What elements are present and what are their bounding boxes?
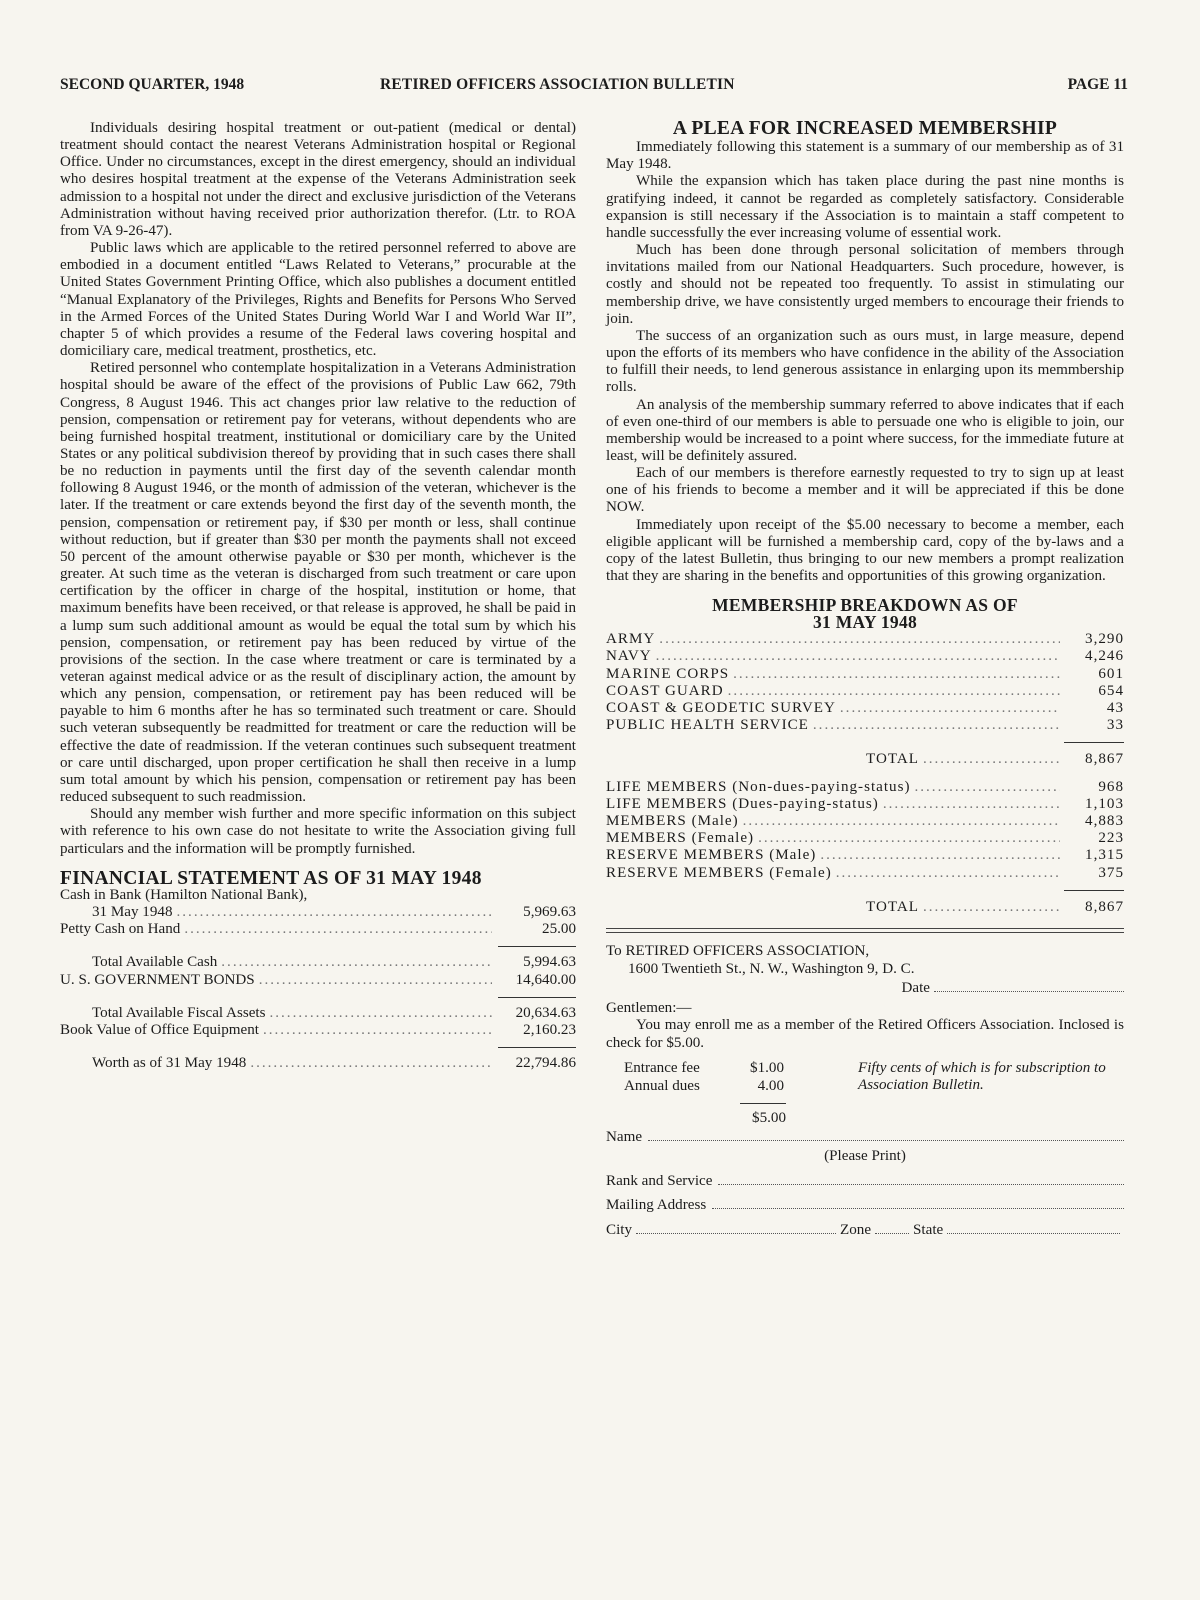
financial-statement xyxy=(60,887,576,1073)
divider xyxy=(498,946,576,947)
paragraph: While the expansion which has taken place during the past nine months is gratifying indeed, it cannot be regarded as completely satisfactory. Considerable expansion is still necessary if the Association is to maintain a staff competent to handle successfully the ever increasing volume of essential work. xyxy=(606,173,1124,241)
paragraph: The success of an organization such as ours must, in large measure, depend upon the efforts of its members who have confidence in the ability of the Association to fulfill their needs, to lend generous assistance in enlarging upon its memmbership rolls. xyxy=(606,327,1124,396)
plea-title: A PLEA FOR INCREASED MEMBERSHIP xyxy=(672,118,1058,139)
annual-dues-row: Annual dues 4.00 xyxy=(624,1077,784,1094)
page-number: PAGE 11 xyxy=(1067,76,1128,93)
name-field[interactable]: Name xyxy=(606,1128,1124,1147)
fee-section xyxy=(606,1060,1124,1128)
form-salutation: Gentlemen:— xyxy=(606,999,692,1016)
please-print-note: (Please Print) xyxy=(824,1148,906,1165)
divider xyxy=(1064,890,1124,891)
financial-row: Book Value of Office Equipment ..... 2,160.23 xyxy=(60,1022,576,1039)
publication-title: RETIRED OFFICERS ASSOCIATION BULLETIN xyxy=(380,76,735,93)
paragraph: An analysis of the membership summary referred to above indicates that if each of even one-third of our members is able to persuade one who is eligible to join, our membership would be increased to a point where success, for the immediate future at least, will be definitely assured. xyxy=(606,396,1124,464)
membership-row: ARMY ..... 3,290 xyxy=(606,631,1124,648)
membership-title: MEMBERSHIP BREAKDOWN AS OF 31 MAY 1948 xyxy=(712,595,1018,633)
double-divider xyxy=(606,928,1124,933)
paragraph: Much has been done through personal solicitation of members through invitations mailed from our National Headquarters. Such procedure, however, is costly and should not be repeated too frequently. To assist in stimulating our membership drive, we have consistently urged members to encourage their friends to join. xyxy=(606,242,1124,327)
mailing-address-field[interactable]: Mailing Address xyxy=(606,1196,1124,1215)
entrance-fee-row: Entrance fee $1.00 xyxy=(624,1060,784,1077)
form-address: 1600 Twentieth St., N. W., Washington 9, D. C. xyxy=(628,960,915,977)
membership-row: COAST GUARD ..... 654 xyxy=(606,683,1124,700)
fee-total: $5.00 xyxy=(740,1103,786,1128)
issue-label: SECOND QUARTER, 1948 xyxy=(60,76,245,93)
city-line[interactable] xyxy=(636,1221,836,1234)
membership-application-form xyxy=(606,943,1124,1239)
paragraph: Immediately upon receipt of the $5.00 necessary to become a member, each eligible applicant will be furnished a membership card, copy of the by-laws and a copy of the latest Bulletin, thus bringing to our new members a prompt realization that they are sharing in the benefits and opportunities of this growing organization. xyxy=(606,516,1124,585)
financial-row: Petty Cash on Hand ..... 25.00 xyxy=(60,921,576,938)
membership-total: TOTAL ..... 8,867 xyxy=(606,899,1124,916)
form-addressee: To RETIRED OFFICERS ASSOCIATION, xyxy=(606,943,870,960)
paragraph: Public laws which are applicable to the retired personnel referred to above are embodied in a document entitled “Laws Related to Veterans,” procurable at the United States Government Printing Office, which also publishes a document entitled “Manual Explanatory of the Privileges, Rights and Benefits for Persons Who Served in the Armed Forces of the United States During World War I and World War II”, chapter 5 of which provides a resume of the Federal laws covering hospital and domiciliary care, medical treatment, prosthetics, etc. xyxy=(60,240,576,360)
membership-row: PUBLIC HEALTH SERVICE ..... 33 xyxy=(606,717,1124,734)
paragraph: Each of our members is therefore earnestly requested to try to sign up at least one of his friends to become a member and it will be appreciated if this be done NOW. xyxy=(606,465,1124,516)
membership-row: NAVY ..... 4,246 xyxy=(606,648,1124,665)
city-zone-state-field[interactable]: City Zone State xyxy=(606,1221,1124,1240)
divider xyxy=(1064,742,1124,743)
cash-label: Cash in Bank (Hamilton National Bank), xyxy=(60,886,308,903)
fee-note: Fifty cents of which is for subscription to Association Bulletin. xyxy=(858,1060,1106,1093)
divider xyxy=(498,1047,576,1048)
financial-row: U. S. GOVERNMENT BONDS ..... 14,640.00 xyxy=(60,972,576,989)
financial-row: Total Available Fiscal Assets ..... 20,634.63 xyxy=(60,1005,576,1022)
membership-row: RESERVE MEMBERS (Female) ..... 375 xyxy=(606,865,1124,882)
membership-row: MARINE CORPS ..... 601 xyxy=(606,666,1124,683)
zone-line[interactable] xyxy=(875,1221,909,1234)
left-column xyxy=(60,120,576,1072)
membership-row: LIFE MEMBERS (Non-dues-paying-status) ..... 968 xyxy=(606,779,1124,796)
membership-row: MEMBERS (Female) ..... 223 xyxy=(606,830,1124,847)
membership-total: TOTAL ..... 8,867 xyxy=(606,751,1124,768)
paragraph: Retired personnel who contemplate hospitalization in a Veterans Administration hospital should be aware of the effect of the provisions of Public Law 662, 79th Congress, 8 August 1946. This act changes prior law relative to the reduction of pension, compensation or retirement pay for veterans, without dependents who are being furnished hospital treatment, institutional or domiciliary care by the United States or any political subdivision thereof by providing that in such cases there shall be no reduction in payments until the first day of the seventh calendar month following 8 August 1946, or the month of admission of the veteran, whichever is the later. If the treatment or care extends beyond the first day of the seventh month, the pension, compensation or retirement pay, if $30 per month or less, shall continue without reduction, but if greater than $30 per month the payments shall not exceed 50 percent of the amount otherwise payable or $30 per month, whichever is the greater. At such time as the veteran is discharged from such treatment or care upon certification by the officer in charge of the hospital, institution or home, that maximum benefits have been received, or that release is approved, he shall be paid in a lump sum such additional amount as would be equal the total sum by which his pension, compensation, or retirement pay has been reduced by virtue of the provisions of the section. In the case where treatment or care is terminated by a veteran against medical advice or as the result of disciplinary action, the amount by which any pension, compensation, or retirement pay has been reduced will be payable to him 6 months after he has so terminated such treatment or care. Should such veteran subsequently be readmitted for treatment or care the reduction will be effective the date of readmission. If the veteran continues such subsequent treatment or care until discharged, upon proper certification he shall then receive in a lump sum total amount by which his pension, compensation or retirement pay has been reduced subsequent to such readmission. xyxy=(60,360,576,806)
membership-row: LIFE MEMBERS (Dues-paying-status) ..... 1,103 xyxy=(606,796,1124,813)
state-line[interactable] xyxy=(947,1221,1120,1234)
membership-row: RESERVE MEMBERS (Male) ..... 1,315 xyxy=(606,847,1124,864)
membership-table xyxy=(606,631,1124,916)
paragraph: Individuals desiring hospital treatment or out-patient (medical or dental) treatment should contact the nearest Veterans Administration hospital or Regional Office. Under no circumstances, except in the direst emergency, should an individual who desires hospital treatment at the expense of the Veterans Administration seek admission to a hospital not under the direct and exclusive jurisdiction of the Veterans Administration without having received prior authorization therefor. (Ltr. to ROA from VA 9-26-47). xyxy=(60,120,576,239)
rank-service-field[interactable]: Rank and Service xyxy=(606,1172,1124,1191)
divider xyxy=(498,997,576,998)
financial-row: 31 May 1948 ..... 5,969.63 xyxy=(60,904,576,921)
financial-row: Worth as of 31 May 1948 ..... 22,794.86 xyxy=(60,1055,576,1072)
date-field[interactable]: Date xyxy=(606,979,1124,998)
form-body: You may enroll me as a member of the Retired Officers Association. Inclosed is check for $5.00. xyxy=(606,1017,1124,1051)
financial-statement-title: FINANCIAL STATEMENT AS OF 31 MAY 1948 xyxy=(60,867,482,889)
financial-row: Total Available Cash ..... 5,994.63 xyxy=(60,954,576,971)
paragraph: Immediately following this statement is a summary of our membership as of 31 May 1948. xyxy=(606,139,1124,173)
membership-row: MEMBERS (Male) ..... 4,883 xyxy=(606,813,1124,830)
membership-row: COAST & GEODETIC SURVEY ..... 43 xyxy=(606,700,1124,717)
right-column xyxy=(606,120,1124,1239)
paragraph: Should any member wish further and more specific information on this subject with reference to his own case do not hesitate to write the Association giving full particulars and the information will be promptly furnished. xyxy=(60,806,576,857)
